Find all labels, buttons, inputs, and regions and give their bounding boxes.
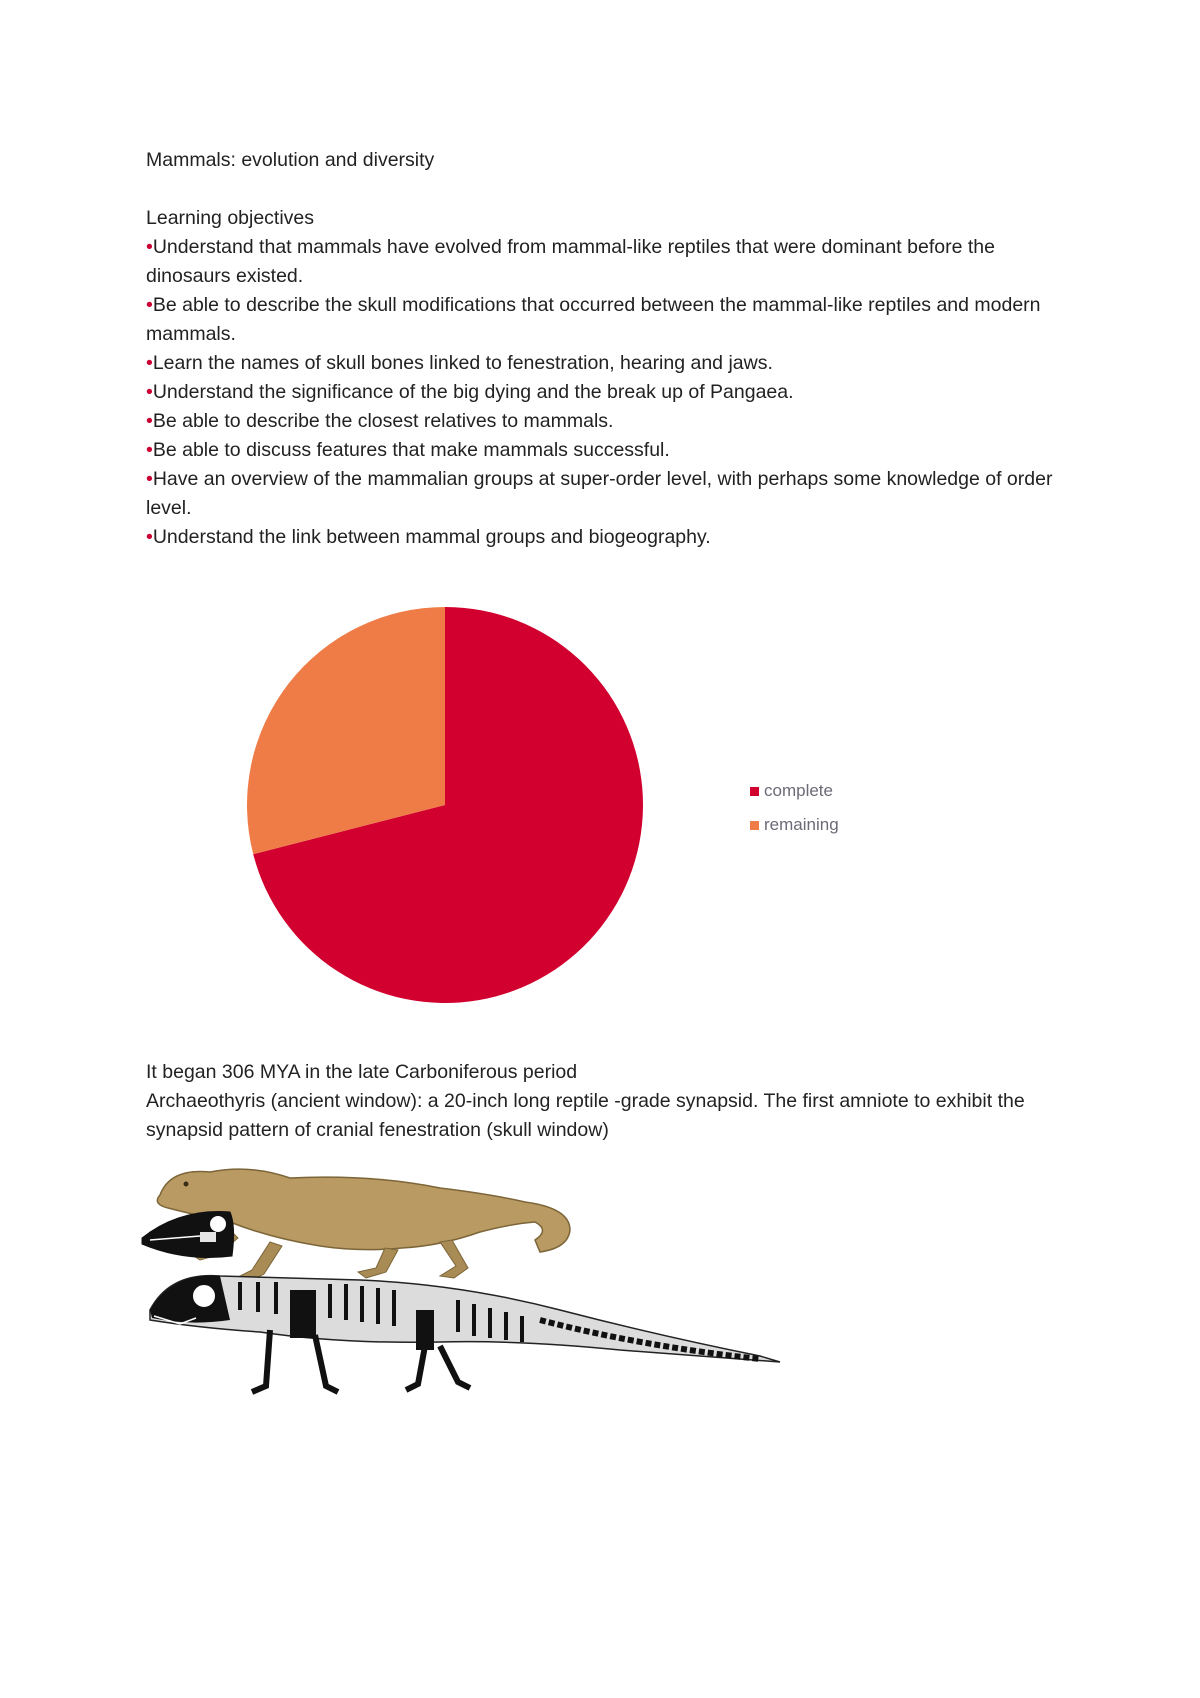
bullet-icon: • bbox=[146, 294, 153, 316]
objective-item: •Be able to describe the skull modifications that occurred between the mammal-like reptiles and modern mammals. bbox=[146, 294, 1041, 345]
legend-label: remaining bbox=[764, 815, 839, 834]
archaeothyris-figure bbox=[140, 1160, 840, 1505]
objective-item: •Be able to describe the closest relatives to mammals. bbox=[146, 410, 614, 432]
pie-svg bbox=[240, 600, 660, 1010]
document-text-upper bbox=[146, 146, 1076, 552]
objective-item: •Be able to discuss features that make mammals successful. bbox=[146, 439, 670, 461]
spacer bbox=[146, 175, 1076, 204]
archaeothyris-skeleton-image bbox=[150, 1276, 780, 1392]
paragraph-origin: It began 306 MYA in the late Carboniferous period bbox=[146, 1061, 578, 1083]
objectives-heading: Learning objectives bbox=[146, 207, 315, 229]
legend-entry-remaining bbox=[750, 808, 839, 842]
bullet-icon: • bbox=[146, 236, 153, 258]
objective-item: •Understand that mammals have evolved from mammal-like reptiles that were dominant before the dinosaurs existed. bbox=[146, 236, 995, 287]
legend-label: complete bbox=[764, 781, 833, 800]
legend-swatch bbox=[750, 821, 759, 830]
objective-item: •Understand the link between mammal groups and biogeography. bbox=[146, 526, 711, 548]
objective-item: •Understand the significance of the big dying and the break up of Pangaea. bbox=[146, 381, 794, 403]
document-text-lower bbox=[146, 1058, 1076, 1145]
document-title: Mammals: evolution and diversity bbox=[146, 149, 435, 171]
progress-pie-chart bbox=[240, 600, 900, 1010]
objectives-list bbox=[146, 233, 1076, 552]
bullet-icon: • bbox=[146, 526, 153, 548]
paragraph-archaeothyris: Archaeothyris (ancient window): a 20-inch long reptile -grade synapsid. The first amniote to exhibit the synapsid pattern of cranial fenestration (skull window) bbox=[146, 1090, 1025, 1141]
objective-item: •Have an overview of the mammalian groups at super-order level, with perhaps some knowledge of order level. bbox=[146, 468, 1053, 519]
bullet-icon: • bbox=[146, 381, 153, 403]
archaeothyris-skull-image bbox=[142, 1212, 234, 1258]
bullet-icon: • bbox=[146, 468, 153, 490]
bullet-icon: • bbox=[146, 439, 153, 461]
chart-legend bbox=[750, 774, 839, 842]
legend-entry-complete bbox=[750, 774, 839, 808]
objective-item: •Learn the names of skull bones linked to fenestration, hearing and jaws. bbox=[146, 352, 773, 374]
bullet-icon: • bbox=[146, 352, 153, 374]
legend-swatch bbox=[750, 787, 759, 796]
bullet-icon: • bbox=[146, 410, 153, 432]
